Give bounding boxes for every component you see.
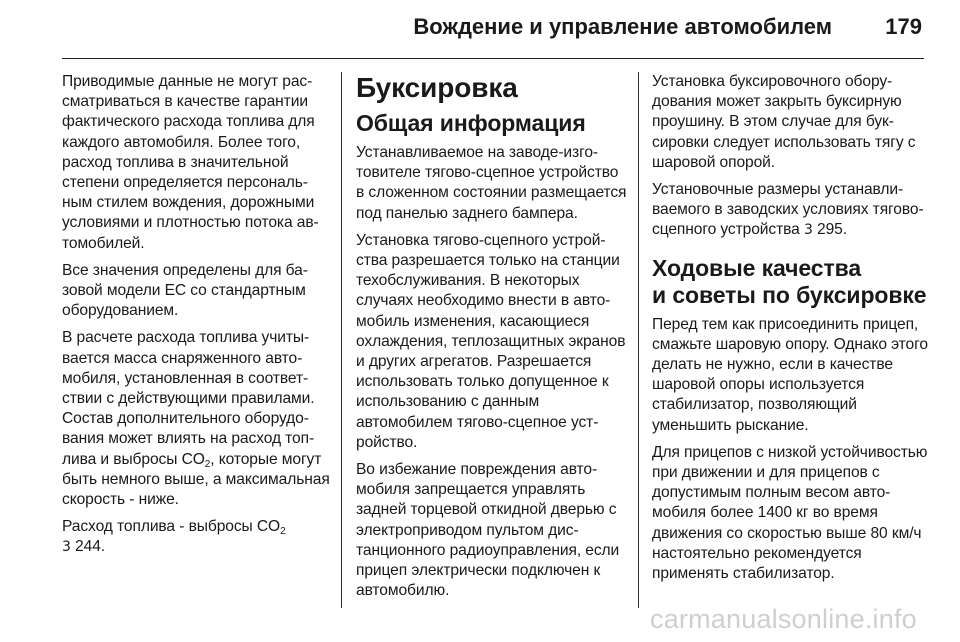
paragraph-towing-eye: Установка буксировочного оборудования может закрыть буксирную проушину. В этом случае для буксировки следует использовать тягу с шаровой опорой. <box>652 73 916 171</box>
paragraph-fuel-calculation: В расчете расхода топлива учитывается масса снаряженного автомобиля, установленная в соответствии с действующими правилами. Состав дополнительного оборудования может влиять на расход топлива и выбросы $CO_2$, которые могут быть немного выше, а максимальная скорость - ниже. <box>62 329 330 509</box>
page-title: Вождение и управление автомобилем <box>413 14 832 39</box>
column-left <box>62 72 332 565</box>
paragraph-fuel-disclaimer: Приводимые данные не могут рассматриваться в качестве гарантии фактического расхода топлива для каждого автомобиля. Более того, расход топлива в значительной степени определяется персональным стилем вождения, дорожными условиями и плотностью потока автомобилей. <box>62 73 319 252</box>
paragraph-fuel-co2-reference: Расход топлива - выбросы $CO_2$ 3 244. <box>62 518 286 556</box>
column-right <box>652 72 928 591</box>
paragraph-eu-model: Все значения определены для базовой модели ЕС со стандартным оборудованием. <box>62 261 308 320</box>
page-reference-link[interactable]: 3 295. <box>803 221 847 239</box>
page-number: 179 <box>885 14 922 39</box>
paragraph-towbar-storage: Устанавливаемое на заводе-изготовителе тягово-сцепное устройство в сложенном состоянии размещается под панелью заднего бампера. <box>356 144 627 222</box>
paragraph-towbar-installation: Установка тягово-сцепного устройства разрешается только на станции техобслуживания. В некоторых случаях необходимо внести в автомобиль изменения, касающиеся охлаждения, теплозащитных экранов и других агрегатов. Разрешается использовать только допущенное к использованию с данным автомобилем тягово-сцепное устройство. <box>356 231 626 451</box>
arrow-reference-icon: 3 <box>62 539 71 556</box>
paragraph-tailgate-warning: Во избежание повреждения автомобиля запрещается управлять задней торцевой откидной дверью с электроприводом пультом дистанционного радиоуправления, если прицеп электрически подключен к автомобилю. <box>356 461 620 600</box>
column-divider-left <box>341 72 342 608</box>
subsection-title-driving-tips: Ходовые качества и советы по буксировке <box>652 254 927 308</box>
subsection-title-general-info: Общая информация <box>356 110 586 136</box>
column-divider-right <box>638 72 639 608</box>
paragraph-stabilizer-advice: Для прицепов с низкой устойчивостью при движении и для прицепов с допустимым полным весом автомобиля более 1400 кг во время движения со скоростью выше 80 км/ч настоятельно рекомендуется применять стабилизатор. <box>652 443 928 583</box>
section-title-towing: Буксировка <box>356 72 518 103</box>
page-header <box>62 0 924 59</box>
arrow-reference-icon: 3 <box>803 222 813 239</box>
paragraph-installation-dimensions: Установочные размеры устанавливаемого в заводских условиях тягово-сцепного устройства 3 295. <box>652 181 924 239</box>
column-middle <box>356 72 628 608</box>
page-reference-link[interactable]: 3 244. <box>62 538 105 556</box>
paragraph-ball-lubrication: Перед тем как присоединить прицеп, смажьте шаровую опору. Однако этого делать не нужно, если в качестве шаровой опоры используется стабилизатор, позволяющий уменьшить рыскание. <box>652 315 928 434</box>
watermark: carmanualsonline.info <box>650 604 917 634</box>
